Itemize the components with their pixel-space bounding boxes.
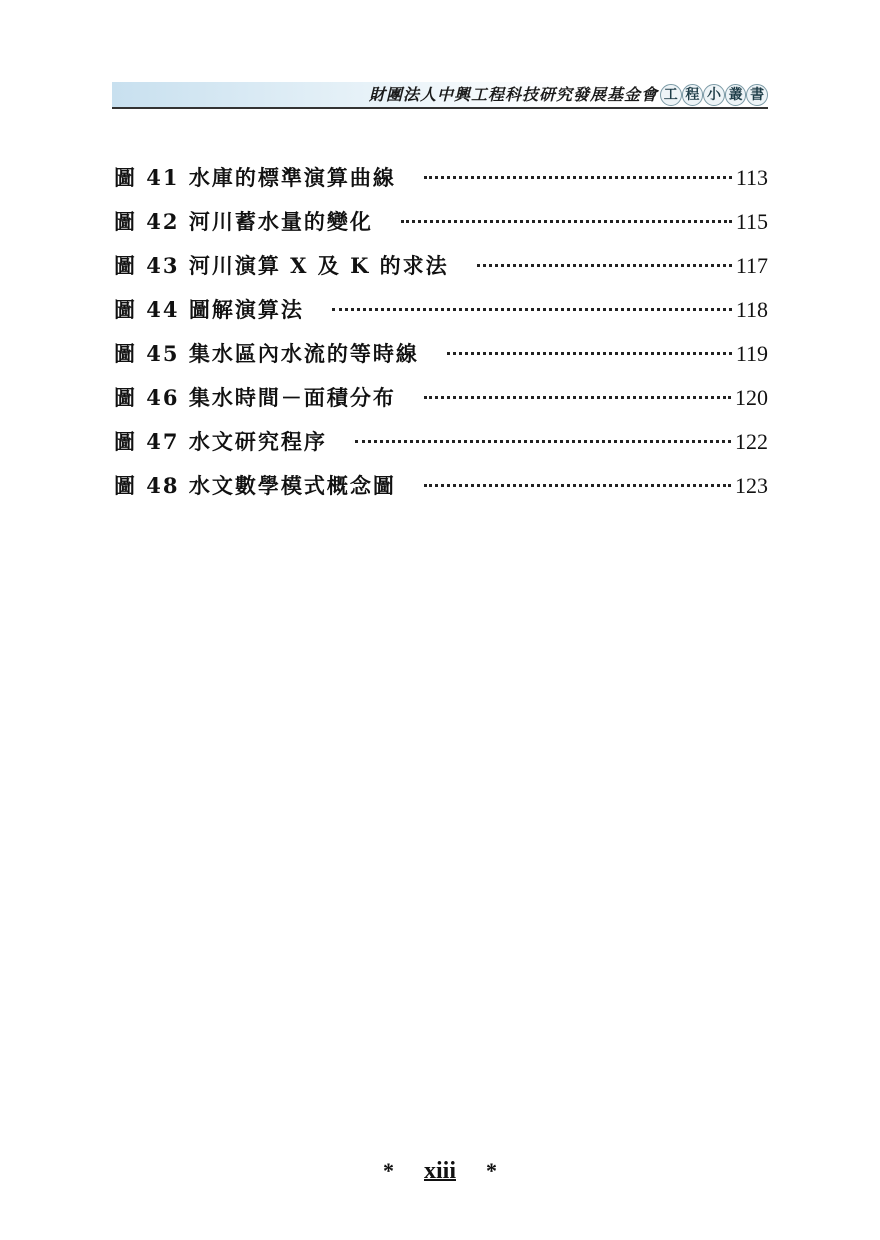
toc-leader-dots	[447, 352, 732, 355]
toc-entry[interactable]	[114, 206, 768, 250]
page-number: xiii	[423, 1158, 456, 1184]
toc-entry-page: 122	[735, 429, 768, 454]
toc-leader-dots	[424, 176, 732, 179]
footer-left-mark: *	[382, 1158, 394, 1183]
toc-entry-title: 圖 45 集水區內水流的等時線	[114, 341, 419, 366]
toc-entry-page: 119	[735, 341, 768, 366]
series-badge	[660, 82, 768, 107]
footer-right-mark: *	[486, 1158, 497, 1183]
toc-entry-page: 113	[735, 165, 768, 190]
toc-leader-dots	[424, 396, 731, 399]
toc-entry[interactable]	[114, 338, 768, 382]
page-footer	[0, 1158, 880, 1185]
figure-list	[114, 162, 768, 514]
series-char: 程	[682, 84, 704, 106]
series-char: 工	[660, 84, 682, 106]
toc-entry-title: 圖 46 集水時間－面積分布	[114, 385, 396, 410]
toc-entry[interactable]	[114, 162, 768, 206]
toc-entry-title: 圖 48 水文數學模式概念圖	[114, 473, 396, 498]
header-rule	[112, 107, 768, 109]
toc-entry-page: 120	[735, 385, 768, 410]
toc-entry[interactable]	[114, 382, 768, 426]
toc-entry-title: 圖 42 河川蓄水量的變化	[114, 209, 373, 234]
toc-entry-page: 123	[735, 473, 768, 498]
toc-entry-page: 118	[735, 297, 768, 322]
toc-entry-page: 115	[735, 209, 768, 234]
toc-entry[interactable]	[114, 250, 768, 294]
series-char: 書	[746, 84, 768, 106]
header-organization: 財團法人中興工程科技研究發展基金會	[368, 85, 658, 104]
toc-leader-dots	[424, 484, 731, 487]
toc-entry[interactable]	[114, 470, 768, 514]
toc-leader-dots	[355, 440, 731, 443]
toc-entry[interactable]	[114, 294, 768, 338]
toc-leader-dots	[477, 264, 732, 267]
toc-entry-title: 圖 43 河川演算 X 及 K 的求法	[114, 253, 449, 278]
toc-entry-title: 圖 44 圖解演算法	[114, 297, 304, 322]
toc-leader-dots	[332, 308, 732, 311]
toc-leader-dots	[401, 220, 732, 223]
toc-entry-title: 圖 47 水文研究程序	[114, 429, 327, 454]
series-char: 小	[703, 84, 725, 106]
toc-entry[interactable]	[114, 426, 768, 470]
series-char: 叢	[725, 84, 747, 106]
toc-entry-page: 117	[735, 253, 768, 278]
toc-entry-title: 圖 41 水庫的標準演算曲線	[114, 165, 396, 190]
